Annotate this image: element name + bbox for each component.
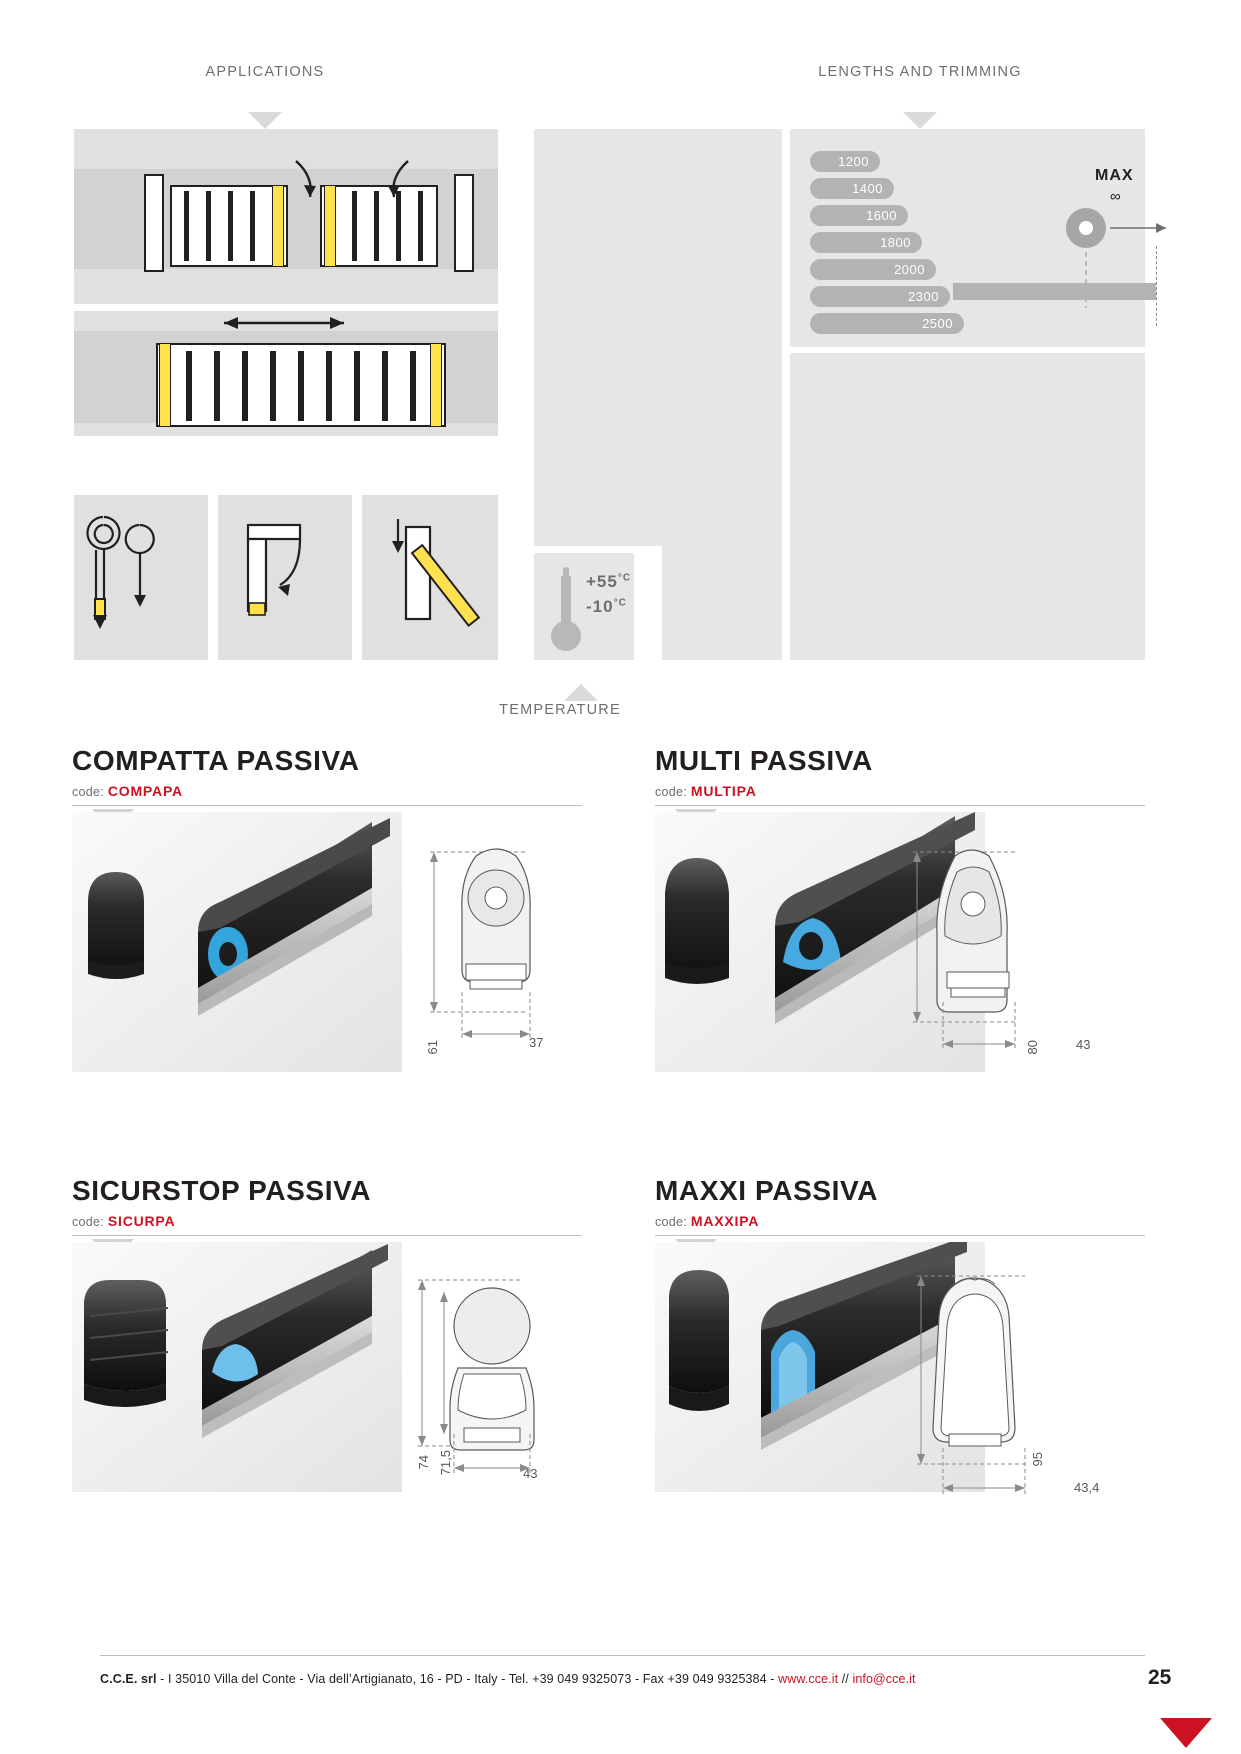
page-number: 25 bbox=[1148, 1666, 1172, 1689]
footer-address: - I 35010 Villa del Conte - Via dell’Artigianato, 16 - PD - Italy - Tel. +39 049 9325073 - Fax +39 049 9325384 - bbox=[160, 1672, 775, 1686]
length-bar-2300: 2300 bbox=[810, 286, 950, 307]
lengths-pointer-icon bbox=[903, 112, 937, 129]
application-illustration-double-gate bbox=[74, 129, 498, 304]
length-bar-1200: 1200 bbox=[810, 151, 880, 172]
lengths-panel-lower bbox=[790, 353, 1145, 660]
product-code: code: MAXXIPA bbox=[655, 1213, 760, 1229]
decorative-panel-2 bbox=[662, 546, 782, 660]
footer-text bbox=[100, 1672, 1110, 1686]
lengths-section-label: LENGTHS AND TRIMMING bbox=[818, 64, 1022, 80]
footer-website-link[interactable]: www.cce.it bbox=[778, 1672, 839, 1686]
temperature-max-value: $+55^{^\circ C}$ bbox=[586, 572, 632, 591]
temperature-section-label: TEMPERATURE bbox=[499, 702, 621, 718]
trim-guide-line bbox=[1156, 246, 1157, 326]
dimension-height-sicurstop: 74 bbox=[416, 1455, 431, 1470]
max-length-value: ∞ bbox=[1110, 188, 1121, 205]
length-bar-1600: 1600 bbox=[810, 205, 908, 226]
slide-direction-arrow-icon bbox=[74, 311, 498, 436]
trimming-saw-icon bbox=[1060, 200, 1241, 350]
dimension-height-maxxi: 95 bbox=[1030, 1452, 1045, 1467]
product-title: MAXXI PASSIVA bbox=[655, 1175, 879, 1206]
page-corner-mark bbox=[1160, 1718, 1212, 1748]
decorative-panel-1 bbox=[534, 129, 782, 546]
max-length-label: MAX bbox=[1095, 167, 1134, 184]
dimension-height-compatta: 61 bbox=[425, 1040, 440, 1055]
application-illustration-sliding-gate bbox=[74, 311, 498, 436]
product-block-multi-passiva bbox=[655, 745, 1165, 799]
application-illustration-roller bbox=[74, 495, 208, 660]
length-bar-1400: 1400 bbox=[810, 178, 894, 199]
length-bar-2000: 2000 bbox=[810, 259, 936, 280]
product-photo-compatta-passiva bbox=[72, 812, 592, 1172]
product-block-maxxi-passiva bbox=[655, 1175, 1165, 1229]
product-title: MULTI PASSIVA bbox=[655, 745, 873, 776]
footer-separator: // bbox=[841, 1672, 849, 1686]
length-bar-1800: 1800 bbox=[810, 232, 922, 253]
product-code: code: COMPAPA bbox=[72, 783, 183, 799]
applications-section-label: APPLICATIONS bbox=[205, 64, 325, 80]
product-photo-multi-passiva bbox=[655, 812, 1155, 1172]
product-code: code: MULTIPA bbox=[655, 783, 757, 799]
product-divider bbox=[655, 1235, 1145, 1236]
dimension-height2-sicurstop: 71,5 bbox=[438, 1450, 453, 1476]
footer-divider bbox=[100, 1655, 1145, 1656]
dimension-width-maxxi: 43,4 bbox=[1074, 1480, 1100, 1495]
length-trim-bar bbox=[953, 283, 1156, 300]
dimension-width-sicurstop: 43 bbox=[523, 1466, 538, 1481]
gate-direction-arrows-icon bbox=[74, 129, 498, 304]
product-photo-sicurstop-passiva bbox=[72, 1242, 592, 1572]
product-block-sicurstop-passiva bbox=[72, 1175, 582, 1229]
product-block-compatta-passiva bbox=[72, 745, 582, 799]
dimension-width-compatta: 37 bbox=[529, 1035, 544, 1050]
application-illustration-barrier bbox=[362, 495, 498, 660]
product-divider bbox=[72, 805, 582, 806]
dimension-height-multi: 80 bbox=[1025, 1040, 1040, 1055]
temperature-pointer-icon bbox=[564, 684, 598, 701]
footer-email-link[interactable]: info@cce.it bbox=[852, 1672, 916, 1686]
product-photo-maxxi-passiva bbox=[655, 1242, 1155, 1572]
temperature-min-value: $-10^{^\circ C}$ bbox=[586, 597, 627, 616]
footer-company: C.C.E. srl bbox=[100, 1672, 157, 1686]
product-title: SICURSTOP PASSIVA bbox=[72, 1175, 372, 1206]
product-title: COMPATTA PASSIVA bbox=[72, 745, 360, 776]
product-divider bbox=[72, 1235, 582, 1236]
product-divider bbox=[655, 805, 1145, 806]
application-illustration-overhead bbox=[218, 495, 352, 660]
applications-pointer-icon bbox=[248, 112, 282, 129]
product-code: code: SICURPA bbox=[72, 1213, 176, 1229]
dimension-width-multi: 43 bbox=[1076, 1037, 1091, 1052]
length-bar-2500: 2500 bbox=[810, 313, 964, 334]
